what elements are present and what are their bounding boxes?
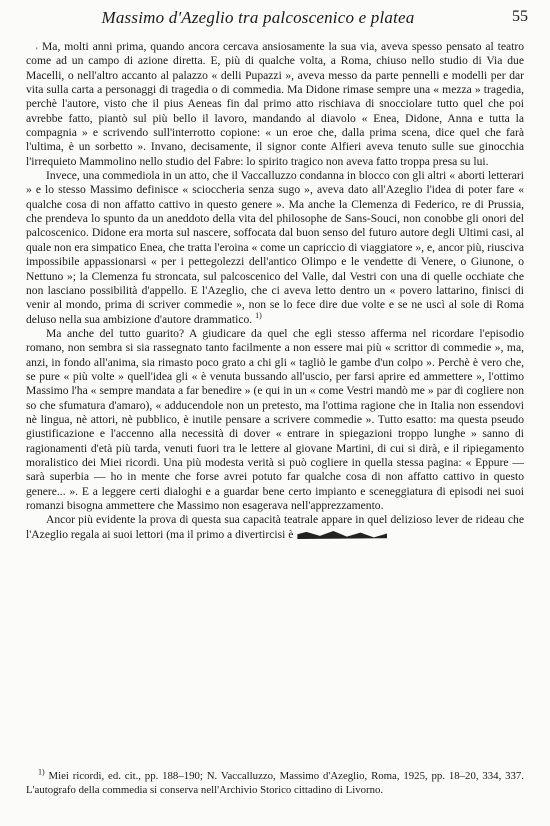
footnote-text: Miei ricordi, ed. cit., pp. 188–190; N. Vaccalluzzo, Massimo d'Azeglio, Roma, 1925, pp. 18–20, 334, 337. L'autografo della commedia si conserva nell'Archivio Storico cittadino di Livorno. xyxy=(26,770,524,796)
paragraph-3: Ma anche del tutto guarito? A giudicare da quel che egli stesso afferma nel ricordare l'episodio romano, non sembra si sia rassegnato tanto facilmente a non essere mai più « scrittor di commedie », ma, anzi, in fondo all'anima, sia rimasto poco grato a chi gli « tagliò le gambe d'un colpo ». Perchè è vero che, se pure « più volte » quell'idea gli « è venuta bussando all'uscio, per farsi aprire ed ammettere », l'ottimo Massimo l'ha « sempre mandata a far benedire » (e qui in un « come Vestri mandò me » par di cogliere non so che sfumatura d'amaro), « adducendole non un pretesto, ma l'ottima ragione che in Italia non essendovi nè lingua, nè attori, nè pubblico, è inutile pensare a scrivere commedie ». Tutto esatto: ma questa pseudo giustificazione e l'accenno alla necessità di dover « entrare in spiegazioni troppo lunghe » sanno di ragionamenti d'età più tarda, venuti fuori tra le lettere al giovane Martini, di cui si dirà, e il ripiegamento moralistico dei Miei ricordi. Una più modesta verità si può cogliere in quella stessa pagina: « Eppure — sarà superbia — ho in mente che forse avrei potuto far qualche cosa di non affatto cattivo in questo genere... ». E a leggere certi dialoghi e a guardar bene certo impianto e sceneggiatura di episodi nei suoi romanzi bisogna ammettere che Massimo non esagerava nell'apprezzamento. xyxy=(26,326,524,512)
paragraph-4 xyxy=(26,513,524,542)
margin-mark: ' xyxy=(36,46,38,56)
paragraph-2-text: Invece, una commediola in un atto, che il Vaccalluzzo condanna in blocco con gli altri « aborti letterari » e lo stesso Massimo definisce « scioccheria senza sugo », aveva dato all'Azeglio l'idea di poter fare « qualche cosa di non affatto cattivo in questo genere ». Ma anche la Clemenza di Federico, re di Prussia, che prendeva lo spunto da un aneddoto della vita del philosophe de Sans-Souci, non conobbe gli onori del palcoscenico. Didone era morta sul nascere, soffocata dal buon senso del futuro autore degli Ultimi casi, al quale non era simpatico Enea, che tratta l'eroina « come un capriccio di viaggiatore », e, ancor più, riusciva impossibile appassionarsi « per i pettegolezzi dell'antico Olimpo e le vendette di Venere, o Giunone, o Nettuno »; la Clemenza fu stroncata, sul palcoscenico del Valle, dal Vestri con una di quelle occhiate che non lasciano possibilità d'appello. E l'Azeglio, che ci aveva letto dentro un « povero lattarino, finisci di venir al mondo, prima di scriver commedie », non se lo fece dire due volte e se ne uscì al sole di Roma deluso nella sua ambizione d'autore drammatico. xyxy=(26,169,524,326)
footnote-marker: 1) xyxy=(255,310,262,320)
page-number: 55 xyxy=(512,8,528,25)
footnote xyxy=(26,767,524,797)
footnote-number: 1) xyxy=(38,767,45,777)
page-header xyxy=(28,8,528,28)
paragraph-1: Ma, molti anni prima, quando ancora cercava ansiosamente la sua via, aveva spesso pensato al teatro come ad un campo di azione diretta. E, più di qualche volta, a Roma, chiuso nello studio di Via due Macelli, o nell'altro accanto al palazzo « delli Pupazzi », aveva messo da parte pennelli e modelli per dar vita sulla carta a personaggi di tragedia o di commedia. Ma Didone rimase sempre una « mezza » tragedia, perchè l'autore, visto che il pius Aeneas fin dal primo atto rischiava di snocciolare tutto quel che poi avrebbe fatto, piantò sul più bello il lavoro, mandando al diavolo « Enea, Didone, Anna e tutta la compagnia » e scrivendo sull'interrotto copione: « un eroe che, dalla prima scena, dice quel che farà l'ultima, è un sorbetto ». Invano, decisamente, il signor conte Alfieri aveva tenuto sulle sue ginocchia l'irrequieto Mammolino nello studio del Fabre: lo spirito tragico non aveva fatto troppa presa su lui. xyxy=(26,40,524,168)
running-title: Massimo d'Azeglio tra palcoscenico e platea xyxy=(101,8,415,27)
ink-smudge xyxy=(297,531,387,539)
paragraph-2 xyxy=(26,169,524,327)
paragraph-4-text: Ancor più evidente la prova di questa sua capacità teatrale appare in quel delizioso lever de rideau che l'Azeglio regala ai suoi lettori (ma il primo a divertircisi è xyxy=(26,513,524,541)
body-text xyxy=(26,40,524,542)
